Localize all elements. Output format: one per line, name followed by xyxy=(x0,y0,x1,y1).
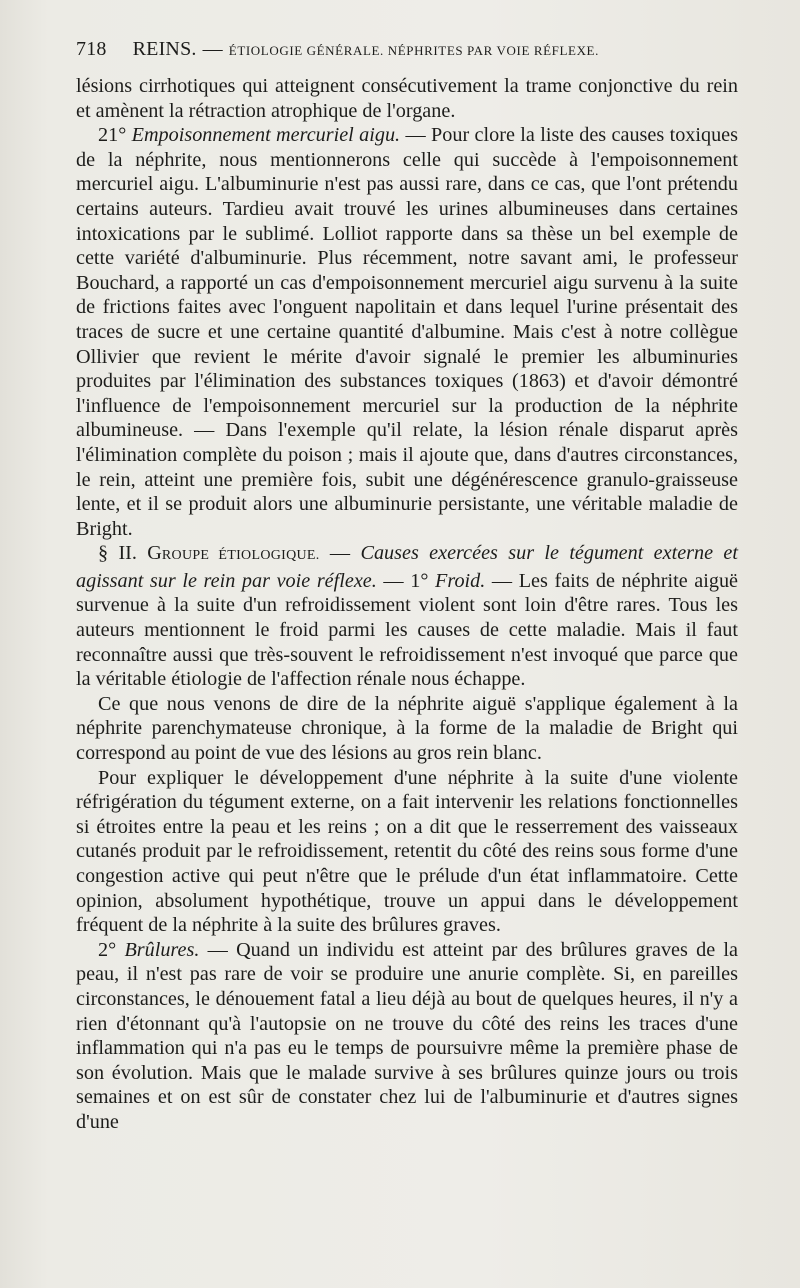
item-heading-cold: Froid. xyxy=(435,569,486,592)
paragraph-burns: 2° Brûlures. — Quand un individu est atteint par des brûlures graves de la peau, il n'est pas rare de voir se produire une anurie complète. Si, en pareilles circonstances, le dénouement fatal a lieu déjà au bout de quelques heures, il n'y a rien d'étonnant qu'à l'autopsie on ne trouve du côté des reins les traces d'une inflammation qui n'a pas eu le temps de poursuivre même la première phase de son évolution. Mais que le malade survive à ses brûlures quinze jours ou trois semaines et on est sûr de constater chez lui de l'albuminurie et d'autres signes d'une xyxy=(76,938,739,1133)
paragraph-section-two: § II. GROUPE ÉTIOLOGIQUE. — Causes exercées sur le tégument externe et agissant sur le rein par voie réflexe. — 1° Froid. — Les faits de néphrite aiguë survenue à la suite d'un refroidissement violent sont loin d'être rares. Tous les auteurs mentionnent le froid parmi les causes de cette maladie. Mais il faut reconnaître aussi que très-souvent le refroidissement n'est invoqué que parce que la véritable étiologie de l'affection rénale nous échappe. xyxy=(76,542,739,691)
running-subtitle: ÉTIOLOGIE GÉNÉRALE. NÉPHRITES PAR VOIE RÉFLEXE. xyxy=(228,43,599,58)
running-header xyxy=(76,38,738,74)
section-mark: § II. xyxy=(98,542,148,565)
paragraph-explanation: Pour expliquer le développement d'une néphrite à la suite d'une violente réfrigération du tégument externe, on a fait intervenir les relations fonctionnelles si étroites entre la peau et les reins ; on a dit que le resserrement des vaisseaux cutanés produit par le refroidissement, retentit du côté des reins sous forme d'une congestion active qui peut n'être que le prélude d'un état inflammatoire. Cette opinion, absolument hypothétique, trouve un appui dans le développement fréquent de la néphrite à la suite des brûlures graves. xyxy=(76,766,738,937)
running-title: REINS. xyxy=(132,38,197,60)
page-number: 718 xyxy=(76,38,107,60)
paragraph-chronic-nephritis: Ce que nous venons de dire de la néphrite aiguë s'applique également à la néphrite parenchymateuse chronique, à la forme de la maladie de Bright qui correspond au point de vue des lésions au gros rein blanc. xyxy=(76,692,738,765)
item-number: 21° xyxy=(98,124,132,147)
paragraph-mercury-poisoning: 21° Empoisonnement mercuriel aigu. — Pour clore la liste des causes toxiques de la néphrite, nous mentionnerons celle qui succède à l'empoisonnement mercuriel aigu. L'albuminurie n'est pas aussi rare, dans ce cas, que l'ont prétendu certains auteurs. Tardieu avait trouvé les urines albumineuses dans certaines intoxications par le sublimé. Lolliot rapporte dans sa thèse un bel exemple de cette variété d'albuminurie. Plus récemment, notre savant ami, le professeur Bouchard, a rapporté un cas d'empoisonnement mercuriel aigu survenu à la suite de frictions faites avec l'onguent napolitain et dans lequel l'urine présentait des traces de sucre et une certaine quantité d'albumine. Mais c'est à notre collègue Ollivier que revient le mérite d'avoir signalé le premier les albuminuries produites par l'élimination des substances toxiques (1863) et d'avoir démontré l'influence de l'empoisonnement mercuriel sur la production de la néphrite albumineuse. — Dans l'exemple qu'il relate, la lésion rénale disparut après l'élimination complète du poison ; mais il ajoute que, dans d'autres circonstances, le rein, atteint une première fois, subit une dégénérescence granulo-graisseuse lente, et il se produit alors une albuminurie persistante, une véritable maladie de Bright. xyxy=(76,124,738,540)
item-heading-burns: Brûlures. xyxy=(124,938,200,961)
paragraph-continuation: lésions cirrhotiques qui atteignent consécutivement la trame conjonctive du rein et amènent la rétraction atrophique de l'organe. xyxy=(76,75,738,122)
section-group-initial: G xyxy=(147,542,162,565)
running-dash: — xyxy=(202,38,223,60)
section-group-label: ROUPE ÉTIOLOGIQUE. xyxy=(161,548,320,564)
page-body xyxy=(76,74,738,1135)
section-heading: Causes exercées sur le tégument externe et agissant sur le rein par voie réflexe. xyxy=(76,542,738,592)
item-heading: Empoisonnement mercuriel aigu. xyxy=(131,124,401,147)
item-number-burns: 2° xyxy=(98,938,125,961)
